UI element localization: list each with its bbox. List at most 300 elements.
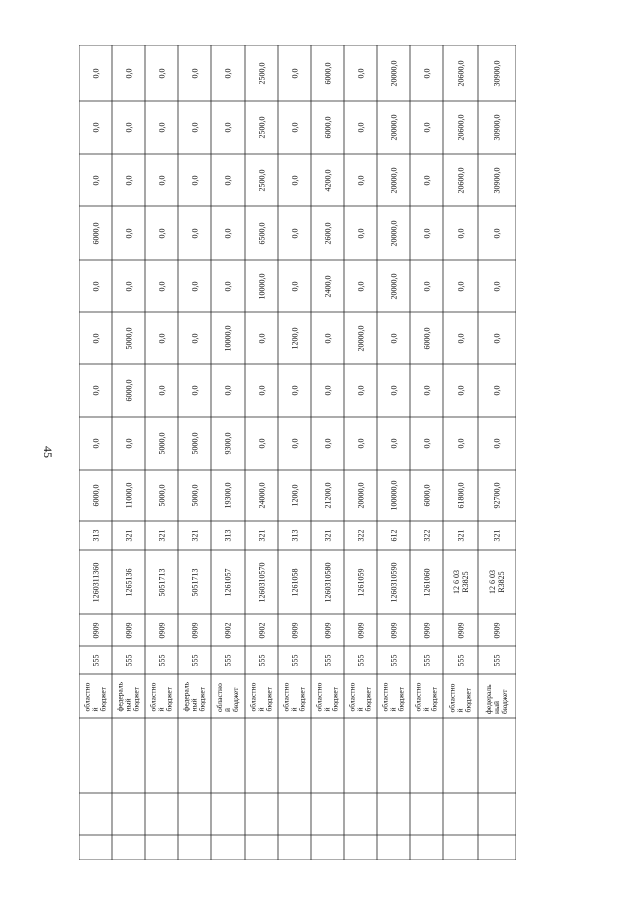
budget-cell-row-5 (212, 675, 244, 717)
cell-text: 0,0 (157, 333, 166, 343)
cell-text: областно й бюджет (447, 683, 473, 713)
cell-text: 0,0 (257, 385, 266, 396)
section-code-cell-row-10 (378, 615, 409, 645)
cell-text: 321 (124, 529, 133, 542)
budget-table (79, 45, 516, 860)
cell-text: 0,0 (290, 175, 299, 185)
cell-text: 313 (223, 529, 233, 542)
year-value-cell-y4-row-4 (179, 261, 210, 311)
cell-text: 0,0 (91, 68, 100, 78)
cell-text: 0,0 (223, 68, 233, 78)
cell-text: областно й бюджет (148, 682, 174, 712)
cell-text: 321 (456, 529, 465, 542)
admin-code-cell-row-5 (212, 647, 244, 673)
target-code-cell-row-4 (179, 551, 210, 613)
year-value-cell-y3-row-9 (345, 313, 376, 363)
year-value-cell-y1-row-13 (479, 418, 515, 469)
cell-text: областно й бюджет (380, 682, 406, 712)
year-value-cell-y4-row-10 (378, 261, 409, 311)
cell-text: 0,0 (422, 122, 431, 133)
cell-text: 21200,0 (323, 482, 332, 509)
year-value-cell-y4-row-12 (444, 261, 477, 311)
year-value-cell-y4-row-8 (312, 261, 343, 311)
cell-text: 0,0 (223, 385, 233, 396)
cell-text: 0,0 (389, 333, 398, 343)
cell-text: 30900,0 (492, 167, 502, 193)
year-value-cell-y7-row-10 (378, 102, 409, 153)
cell-text: 0,0 (290, 122, 299, 133)
target-code-cell-row-10 (378, 551, 409, 613)
year-value-cell-y2-row-6 (246, 365, 277, 416)
cell-text: 0909 (422, 622, 431, 638)
target-code-cell-row-9 (345, 551, 376, 613)
section-code-cell-row-2 (113, 615, 144, 645)
year-value-cell-y6-row-7 (279, 155, 310, 205)
cell-text: 2500,0 (257, 62, 266, 84)
cell-text: 0902 (223, 622, 233, 638)
cell-text: 2500,0 (257, 169, 266, 191)
target-code-cell-row-13 (479, 551, 515, 613)
target-code-cell-row-1 (80, 551, 111, 613)
year-value-cell-y4-row-13 (479, 261, 515, 311)
year-value-cell-y7-row-5 (212, 102, 244, 153)
cell-text: 321 (190, 529, 199, 542)
year-value-cell-y7-row-4 (179, 102, 210, 153)
admin-code-cell-row-8 (312, 647, 343, 673)
year-value-cell-y8-row-12 (444, 46, 477, 100)
cell-text: 0909 (290, 622, 299, 638)
cell-text: 5000,0 (190, 484, 199, 507)
section-code-cell-row-5 (212, 615, 244, 645)
cell-text: 1261057 (223, 568, 233, 596)
cell-text: 0,0 (492, 333, 502, 343)
cell-text: 1265136 (124, 568, 133, 596)
cell-text: 4200,0 (323, 169, 332, 191)
cell-text: 0,0 (223, 122, 233, 133)
cell-text: 0,0 (223, 281, 233, 291)
admin-code-cell-row-3 (146, 647, 177, 673)
year-value-cell-y3-row-8 (312, 313, 343, 363)
year-value-cell-y4-row-9 (345, 261, 376, 311)
cell-text: 0,0 (157, 281, 166, 291)
year-value-cell-y6-row-8 (312, 155, 343, 205)
cell-text: 321 (323, 529, 332, 542)
admin-code-cell-row-7 (279, 647, 310, 673)
cell-text: 20000,0 (389, 60, 398, 86)
cell-text: 0,0 (422, 281, 431, 291)
cell-text: 20000,0 (356, 482, 365, 509)
year-value-cell-y2-row-10 (378, 365, 409, 416)
cell-text: 0,0 (492, 438, 502, 449)
total-cell-row-8 (312, 471, 343, 520)
cell-text: 0909 (157, 622, 166, 638)
cell-text: 20600,0 (456, 60, 465, 86)
cell-text: 0,0 (124, 438, 133, 449)
expense-type-cell-row-5 (212, 522, 244, 549)
year-value-cell-y2-row-4 (179, 365, 210, 416)
cell-text: 0,0 (356, 281, 365, 291)
year-value-cell-y5-row-13 (479, 207, 515, 259)
cell-text: 555 (257, 654, 266, 666)
cell-text: 5051713 (157, 568, 166, 596)
cell-text: федераль ный бюджет (181, 681, 207, 712)
cell-text: 0,0 (124, 68, 133, 78)
cell-text: 555 (223, 654, 233, 666)
year-value-cell-y4-row-6 (246, 261, 277, 311)
cell-text: 0,0 (290, 228, 299, 238)
cell-text: 0,0 (190, 333, 199, 343)
cell-text: 0,0 (422, 438, 431, 449)
year-value-cell-y6-row-12 (444, 155, 477, 205)
cell-text: 0,0 (124, 281, 133, 291)
year-value-cell-y7-row-3 (146, 102, 177, 153)
year-value-cell-y1-row-6 (246, 418, 277, 469)
cell-text: 555 (456, 654, 465, 666)
year-value-cell-y7-row-12 (444, 102, 477, 153)
cell-text: 0,0 (422, 175, 431, 185)
total-cell-row-9 (345, 471, 376, 520)
cell-text: 612 (389, 529, 398, 542)
cell-text: 555 (422, 654, 431, 666)
cell-text: 0909 (124, 622, 133, 638)
target-code-cell-row-2 (113, 551, 144, 613)
year-value-cell-y2-row-5 (212, 365, 244, 416)
year-value-cell-y5-row-3 (146, 207, 177, 259)
cell-text: 555 (124, 654, 133, 666)
year-value-cell-y4-row-2 (113, 261, 144, 311)
expense-type-cell-row-2 (113, 522, 144, 549)
cell-text: 322 (422, 529, 431, 542)
cell-text: 6000,0 (124, 379, 133, 402)
cell-text: 0,0 (323, 385, 332, 396)
cell-text: 0,0 (323, 438, 332, 449)
cell-text: 321 (492, 529, 502, 542)
year-value-cell-y5-row-5 (212, 207, 244, 259)
cell-text: 24000,0 (257, 482, 266, 509)
cell-text: 19300,0 (223, 482, 233, 509)
cell-text: 2400,0 (323, 275, 332, 297)
cell-text: 0,0 (356, 438, 365, 449)
cell-text: 0,0 (492, 228, 502, 238)
year-value-cell-y5-row-6 (246, 207, 277, 259)
cell-text: 0,0 (356, 175, 365, 185)
cell-text: 1261059 (356, 568, 365, 596)
cell-text: 0909 (456, 622, 465, 638)
cell-text: 6000,0 (323, 62, 332, 84)
section-code-cell-row-4 (179, 615, 210, 645)
cell-text: 555 (91, 654, 100, 666)
year-value-cell-y7-row-6 (246, 102, 277, 153)
cell-text: 0,0 (323, 333, 332, 343)
year-value-cell-y3-row-6 (246, 313, 277, 363)
cell-text: 0909 (91, 622, 100, 638)
cell-text: 0,0 (290, 281, 299, 291)
admin-code-cell-row-12 (444, 647, 477, 673)
cell-text: 0,0 (190, 122, 199, 133)
expense-type-cell-row-12 (444, 522, 477, 549)
expense-type-cell-row-4 (179, 522, 210, 549)
year-value-cell-y8-row-13 (479, 46, 515, 100)
cell-text: 555 (323, 654, 332, 666)
year-value-cell-y3-row-7 (279, 313, 310, 363)
expense-type-cell-row-6 (246, 522, 277, 549)
year-value-cell-y6-row-3 (146, 155, 177, 205)
cell-text: 555 (190, 654, 199, 666)
year-value-cell-y1-row-5 (212, 418, 244, 469)
cell-text: 313 (91, 529, 100, 542)
budget-cell-row-10 (378, 675, 409, 717)
year-value-cell-y4-row-3 (146, 261, 177, 311)
year-value-cell-y8-row-2 (113, 46, 144, 100)
year-value-cell-y7-row-9 (345, 102, 376, 153)
cell-text: 0,0 (422, 68, 431, 78)
admin-code-cell-row-9 (345, 647, 376, 673)
year-value-cell-y3-row-10 (378, 313, 409, 363)
cell-text: 0,0 (356, 228, 365, 238)
cell-text: 0,0 (157, 68, 166, 78)
year-value-cell-y6-row-2 (113, 155, 144, 205)
cell-text: 1260310580 (323, 562, 332, 602)
cell-text: 0,0 (190, 228, 199, 238)
budget-cell-row-9 (345, 675, 376, 717)
year-value-cell-y8-row-11 (411, 46, 442, 100)
cell-text: 1200,0 (290, 327, 299, 349)
year-value-cell-y8-row-3 (146, 46, 177, 100)
cell-text: 0,0 (422, 385, 431, 396)
cell-text: 0,0 (492, 385, 502, 396)
cell-text: 0909 (492, 622, 502, 638)
year-value-cell-y1-row-4 (179, 418, 210, 469)
budget-cell-row-13 (479, 675, 515, 717)
cell-text: 322 (356, 529, 365, 542)
cell-text: 0,0 (456, 228, 465, 238)
cell-text: 0909 (190, 622, 199, 638)
section-code-cell-row-7 (279, 615, 310, 645)
year-value-cell-y8-row-7 (279, 46, 310, 100)
admin-code-cell-row-2 (113, 647, 144, 673)
year-value-cell-y7-row-11 (411, 102, 442, 153)
admin-code-cell-row-6 (246, 647, 277, 673)
year-value-cell-y1-row-3 (146, 418, 177, 469)
year-value-cell-y4-row-5 (212, 261, 244, 311)
year-value-cell-y7-row-13 (479, 102, 515, 153)
year-value-cell-y3-row-4 (179, 313, 210, 363)
cell-text: 0,0 (257, 333, 266, 343)
budget-cell-row-7 (279, 675, 310, 717)
cell-text: 0,0 (190, 175, 199, 185)
cell-text: 6000,0 (91, 222, 100, 244)
budget-cell-row-11 (411, 675, 442, 717)
year-value-cell-y3-row-1 (80, 313, 111, 363)
cell-text: 0,0 (124, 122, 133, 133)
target-code-cell-row-3 (146, 551, 177, 613)
cell-text: 0,0 (157, 228, 166, 238)
total-cell-row-11 (411, 471, 442, 520)
section-code-cell-row-1 (80, 615, 111, 645)
expense-type-cell-row-3 (146, 522, 177, 549)
admin-code-cell-row-13 (479, 647, 515, 673)
cell-text: 92700,0 (492, 482, 502, 509)
year-value-cell-y6-row-9 (345, 155, 376, 205)
target-code-cell-row-7 (279, 551, 310, 613)
total-cell-row-12 (444, 471, 477, 520)
cell-text: 0,0 (91, 175, 100, 185)
year-value-cell-y5-row-2 (113, 207, 144, 259)
cell-text: 555 (389, 654, 398, 666)
budget-cell-row-4 (179, 675, 210, 717)
year-value-cell-y3-row-13 (479, 313, 515, 363)
year-value-cell-y1-row-9 (345, 418, 376, 469)
budget-cell-row-12 (444, 675, 477, 717)
cell-text: 0909 (389, 622, 398, 638)
target-code-cell-row-5 (212, 551, 244, 613)
cell-text: 0,0 (157, 122, 166, 133)
cell-text: 20000,0 (389, 167, 398, 193)
expense-type-cell-row-7 (279, 522, 310, 549)
cell-text: областно й бюджет (314, 682, 340, 712)
cell-text: 6000,0 (91, 484, 100, 507)
cell-text: 0,0 (190, 281, 199, 291)
year-value-cell-y5-row-8 (312, 207, 343, 259)
year-value-cell-y5-row-7 (279, 207, 310, 259)
cell-text: 6000,0 (422, 327, 431, 349)
expense-type-cell-row-13 (479, 522, 515, 549)
admin-code-cell-row-10 (378, 647, 409, 673)
cell-text: 0,0 (456, 385, 465, 396)
cell-text: 30900,0 (492, 114, 502, 141)
target-code-cell-row-12 (444, 551, 477, 613)
expense-type-cell-row-11 (411, 522, 442, 549)
cell-text: 20000,0 (389, 220, 398, 246)
year-value-cell-y5-row-10 (378, 207, 409, 259)
cell-text: 0,0 (290, 385, 299, 396)
cell-text: 11000,0 (123, 482, 133, 509)
budget-cell-row-1 (80, 675, 111, 717)
cell-text: 0902 (257, 622, 266, 638)
expense-type-cell-row-1 (80, 522, 111, 549)
cell-text: 0,0 (389, 385, 398, 396)
cell-text: 555 (356, 654, 365, 666)
year-value-cell-y7-row-8 (312, 102, 343, 153)
cell-text: 6000,0 (323, 116, 332, 139)
cell-text: 10000,0 (257, 273, 266, 299)
admin-code-cell-row-4 (179, 647, 210, 673)
year-value-cell-y2-row-9 (345, 365, 376, 416)
cell-text: 20000,0 (389, 273, 398, 299)
cell-text: 1261058 (290, 568, 299, 596)
cell-text: областно й бюджет (82, 682, 108, 712)
cell-text: 0,0 (456, 281, 465, 291)
total-cell-row-4 (179, 471, 210, 520)
year-value-cell-y8-row-8 (312, 46, 343, 100)
year-value-cell-y2-row-13 (479, 365, 515, 416)
year-value-cell-y6-row-5 (212, 155, 244, 205)
section-code-cell-row-9 (345, 615, 376, 645)
year-value-cell-y6-row-11 (411, 155, 442, 205)
year-value-cell-y1-row-2 (113, 418, 144, 469)
year-value-cell-y5-row-9 (345, 207, 376, 259)
cell-text: 313 (290, 529, 299, 542)
total-cell-row-10 (378, 471, 409, 520)
cell-text: 0,0 (91, 385, 100, 396)
year-value-cell-y5-row-11 (411, 207, 442, 259)
year-value-cell-y8-row-1 (80, 46, 111, 100)
cell-text: 0,0 (257, 438, 266, 449)
cell-text: 61800,0 (456, 482, 465, 509)
page-number: 45 (41, 446, 55, 458)
year-value-cell-y5-row-12 (444, 207, 477, 259)
total-cell-row-1 (80, 471, 111, 520)
year-value-cell-y4-row-7 (279, 261, 310, 311)
year-value-cell-y8-row-4 (179, 46, 210, 100)
cell-text: 6500,0 (257, 222, 266, 244)
year-value-cell-y3-row-2 (113, 313, 144, 363)
cell-text: федераль ный бюджет (115, 681, 141, 712)
cell-text: 0,0 (389, 438, 398, 449)
total-cell-row-6 (246, 471, 277, 520)
year-value-cell-y4-row-1 (80, 261, 111, 311)
year-value-cell-y1-row-10 (378, 418, 409, 469)
year-value-cell-y2-row-3 (146, 365, 177, 416)
year-value-cell-y1-row-12 (444, 418, 477, 469)
year-value-cell-y8-row-9 (345, 46, 376, 100)
cell-text: 321 (257, 529, 266, 542)
section-code-cell-row-8 (312, 615, 343, 645)
year-value-cell-y7-row-7 (279, 102, 310, 153)
budget-cell-row-6 (246, 675, 277, 717)
cell-text: 0,0 (157, 175, 166, 185)
target-code-cell-row-11 (411, 551, 442, 613)
year-value-cell-y6-row-4 (179, 155, 210, 205)
cell-text: областно й бюджет (413, 682, 439, 712)
year-value-cell-y2-row-7 (279, 365, 310, 416)
cell-text: 5000,0 (157, 432, 166, 455)
target-code-cell-row-6 (246, 551, 277, 613)
year-value-cell-y8-row-6 (246, 46, 277, 100)
cell-text: 0,0 (456, 438, 465, 449)
cell-text: 0,0 (124, 228, 133, 238)
budget-cell-row-2 (113, 675, 144, 717)
cell-text: 1260310590 (389, 562, 398, 602)
year-value-cell-y3-row-11 (411, 313, 442, 363)
expense-type-cell-row-8 (312, 522, 343, 549)
cell-text: 0,0 (190, 385, 199, 396)
cell-text: 0,0 (157, 385, 166, 396)
cell-text: 0,0 (356, 68, 365, 78)
cell-text: 0909 (356, 622, 365, 638)
cell-text: 0,0 (290, 438, 299, 449)
total-cell-row-2 (113, 471, 144, 520)
cell-text: 0,0 (91, 333, 100, 343)
expense-type-cell-row-10 (378, 522, 409, 549)
year-value-cell-y8-row-10 (378, 46, 409, 100)
cell-text: областно й бюджет (248, 682, 274, 712)
year-value-cell-y3-row-5 (212, 313, 244, 363)
admin-code-cell-row-1 (80, 647, 111, 673)
year-value-cell-y8-row-5 (212, 46, 244, 100)
cell-text: 0,0 (492, 281, 502, 291)
cell-text: 0,0 (356, 122, 365, 133)
cell-text: 5000,0 (124, 327, 133, 349)
year-value-cell-y5-row-4 (179, 207, 210, 259)
cell-text: 0,0 (91, 281, 100, 291)
year-value-cell-y1-row-1 (80, 418, 111, 469)
cell-text: 0,0 (91, 122, 100, 133)
cell-text: 0,0 (290, 68, 299, 78)
year-value-cell-y1-row-11 (411, 418, 442, 469)
total-cell-row-3 (146, 471, 177, 520)
year-value-cell-y2-row-8 (312, 365, 343, 416)
